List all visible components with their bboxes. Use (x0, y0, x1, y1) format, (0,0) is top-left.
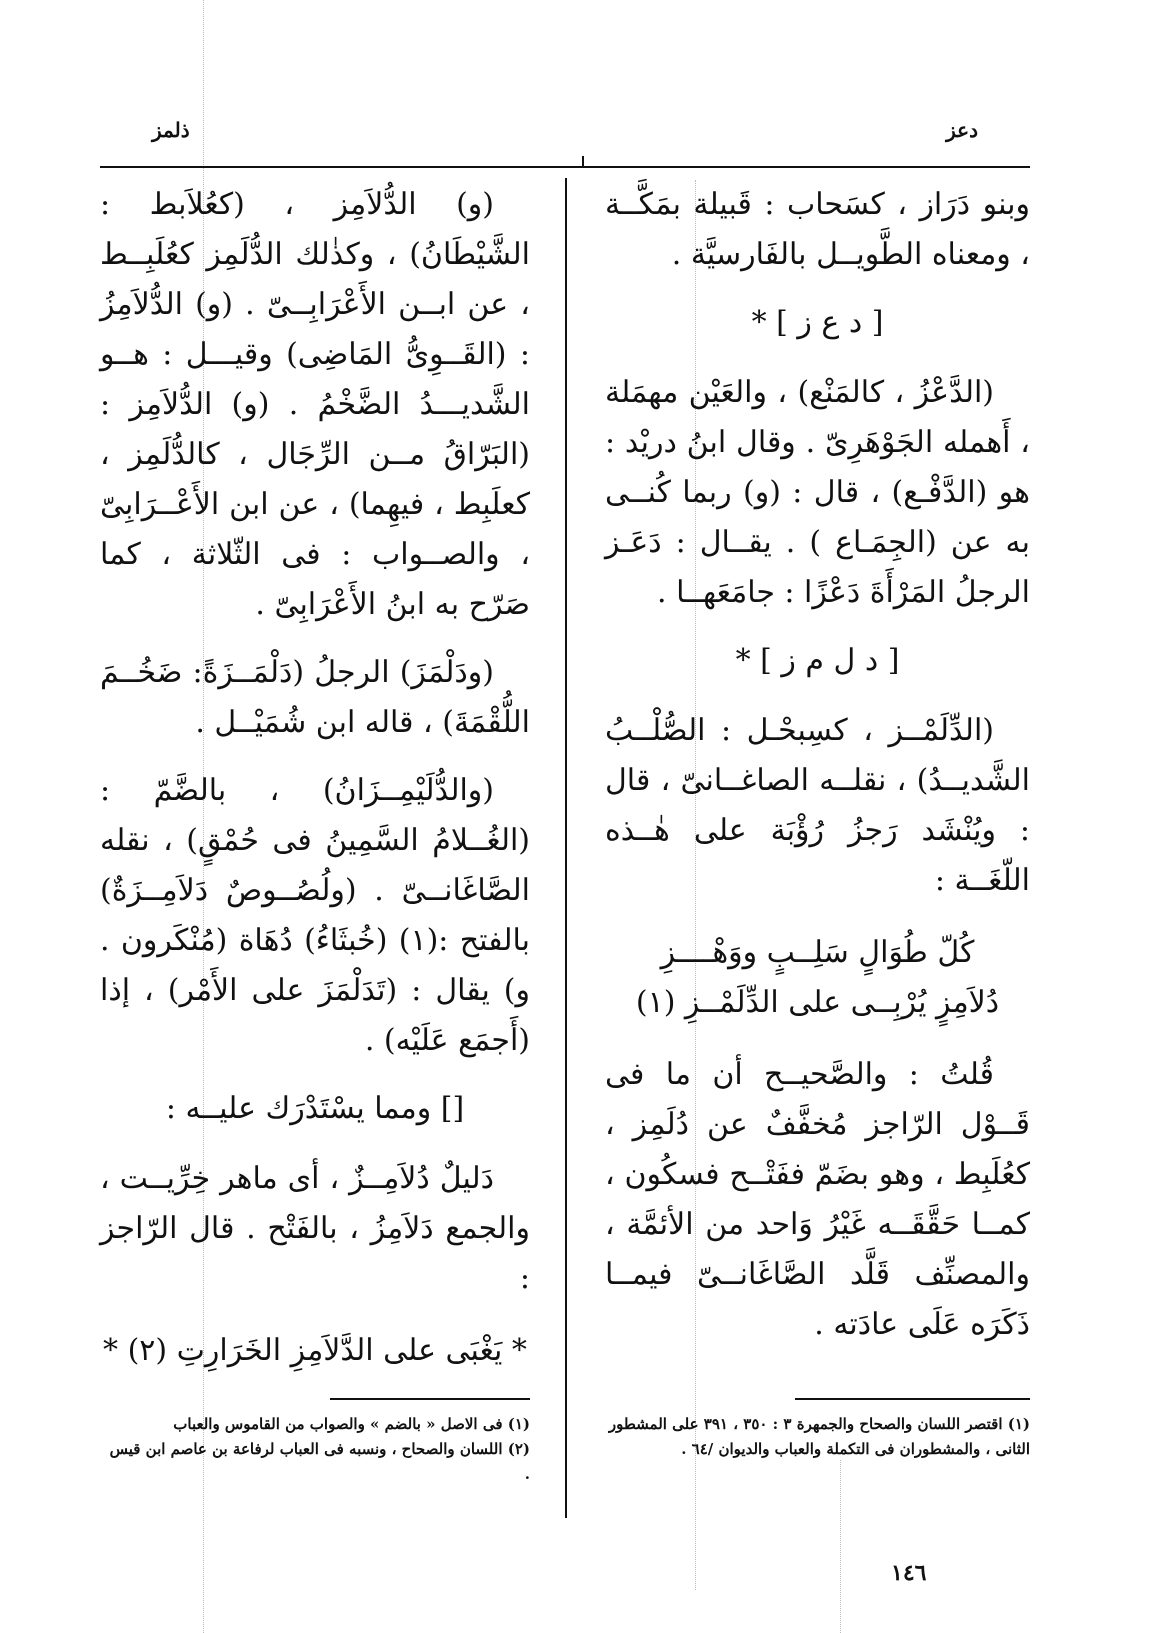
paragraph: وبنو دَرَاز ، كسَحاب : قَبيلة بمَكَّــة ، ومعناه الطَّويــل بالفَارسيَّة . (605, 187, 1030, 272)
paragraph: (الدِّلَمْــز ، كسِبحْـل : الصُّلْــبُ الشَّديــدُ) ، نقلــه الصاغــانىّ ، قال : ويُنْشَد رَجزُ رُؤْبَة على هٰــذه اللّغَــة : (605, 713, 1030, 898)
paragraph: (الدَّعْزُ ، كالمَنْع) ، والعَيْن مهمَلة ، أَهمله الجَوْهَرِىّ . وقال ابنُ دريْد : هو (الدَّفْـع) ، قال : (و) ربما كُنــى به عن (الجِمَـاع ) . يقــال : دَعَـز الرجلُ المَرْأَةَ دَعْزًا : جامَعَهــا . (605, 375, 1030, 610)
footnote-rule (330, 1398, 530, 1400)
footnote: (١) فى الاصل « بالضم » والصواب من القاموس والعباب (173, 1415, 530, 1433)
header-rule (100, 166, 1030, 168)
page-number: ١٤٦ (891, 1560, 927, 1586)
paragraph: (و) الدُّلاَمِز ، (كعُلاَبط : الشَّيْطَانُ) ، وكذٰلك الدُّلَمِز كعُلَبِــط ، عن ابــن الأَعْرَابِــىّ . (و) الدُّلاَمِزُ : (القَــوِىُّ المَاضِى) وقيـــل : هــو الشَّديـــدُ الضَّخْمُ . (و) الدُّلاَمِز :(البَرّاقُ مــن الرِّجَال ، كالدُّلَمِز ، كعلَبِط ، فيهِما) ، عن ابن الأَعْــرَابِىّ ، والصــواب : فى الثّلاثة ، كما صَرّح به ابنُ الأَعْرَابِىّ . (100, 187, 530, 622)
column-divider (565, 178, 567, 1518)
verse-line: دُلاَمِزٍ يُرْبِــى على الدِّلَمْــزِ (١) (635, 985, 1000, 1020)
footnotes-right (605, 1412, 1030, 1462)
footnote: (٢) اللسان والصحاح ، ونسبه فى العباب لرفاعة بن عاصم ابن قيس . (109, 1440, 530, 1483)
paragraph: (ودَلْمَزَ) الرجلُ (دَلْمَــزَةً: ضَخُــمَ اللُّقْمَةَ) ، قاله ابن شُمَيْــل . (100, 655, 530, 740)
entry-heading: [ د ل م ز ] * (735, 643, 900, 678)
entry-heading: [ د ع ز ] * (751, 305, 884, 340)
verse: * يَغْبَى على الدَّلاَمِزِ الخَرَارِتِ (٢) * (103, 1333, 527, 1368)
header-rule-tick (582, 156, 584, 166)
paragraph: دَليلٌ دُلاَمِــزٌ ، أى ماهر خِرِّيــت ، والجمع دَلاَمِزُ ، بالفَتْح . قال الرّاجز : (100, 1161, 530, 1296)
right-column (605, 180, 1030, 1368)
paragraph: قُلتُ : والصَّحيــح أن ما فى قَــوْل الرّاجز مُخفَّفٌ عن دُلَمِز ، كعُلَبِط ، وهو بضَمّ ففَتْــح فسكُون ، كمــا حَقَّقَــه غَيْرُ وَاحد من الأئمَّة ، والمصنِّف قَلَّد الصَّاغَانــىّ فيمــا ذَكَرَه عَلَى عادَته . (605, 1057, 1030, 1342)
verse (605, 928, 1030, 1028)
paragraph: (والدُّلَيْمِــزَانُ) ، بالضَّمّ : (الغُــلامُ السَّمِينُ فى حُمْقٍ) ، نقله الصَّاغَانــىّ . (ولُصُــوصٌ دَلاَمِــزَةٌ) بالفتح :(١) (خُبثَاءُ) دُهَاة (مُنْكَرون . و) يقال : (تَدَلْمَزَ على الأَمْر) ، إذا (أَجمَع عَلَيْه) . (100, 773, 530, 1058)
footnotes-left (100, 1412, 530, 1487)
running-header-left: ذلمز (152, 118, 190, 142)
scan-fold-line (840, 1460, 841, 1633)
footnote: (١) اقتصر اللسان والصحاح والجمهرة ٣ : ٣٥٠ ، ٣٩١ على المشطور الثانى ، والمشطوران فى التكملة والعباب والديوان /٦٤ . (608, 1415, 1030, 1458)
verse-line: كُلّ طُوَالٍ سَلِــبٍ ووَهْــــزِ (660, 935, 975, 970)
footnote-rule (795, 1398, 1030, 1400)
running-header-right: دعز (946, 118, 978, 142)
addendum-heading: [] ومما يسْتَدْرَك عليــه : (165, 1091, 465, 1126)
left-column (100, 180, 530, 1398)
